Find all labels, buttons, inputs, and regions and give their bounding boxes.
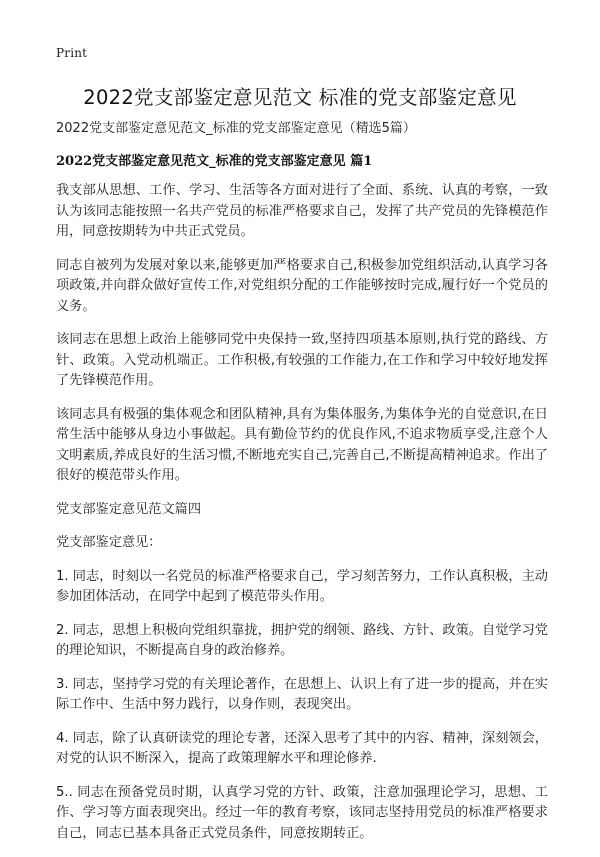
section-label: 党支部鉴定意见范文篇四 bbox=[56, 501, 202, 517]
print-label: Print bbox=[56, 46, 88, 60]
section-heading: 2022党支部鉴定意见范文_标准的党支部鉴定意见 篇1 bbox=[56, 154, 373, 169]
document-subtitle: 2022党支部鉴定意见范文_标准的党支部鉴定意见（精选5篇） bbox=[56, 121, 416, 136]
opinion-label: 党支部鉴定意见： bbox=[56, 535, 162, 550]
list-item: 1. 同志，时刻以一名党员的标准严格要求自己，学习刻苦努力，工作认真积极，主动参加团体活动，在同学中起到了模范带头作用。 bbox=[56, 568, 548, 604]
list-item: 3. 同志，坚持学习党的有关理论著作，在思想上、认识上有了进一步的提高，并在实际工作中、生活中努力践行，以身作则，表现突出。 bbox=[56, 676, 548, 712]
list-item: 2. 同志，思想上积极向党组织靠拢，拥护党的纲领、路线、方针、政策。自觉学习党的理论知识，不断提高自身的政治修养。 bbox=[56, 622, 548, 658]
paragraph: 该同志具有极强的集体观念和团队精神,具有为集体服务,为集体争光的自觉意识,在日常生活中能够从身边小事做起。具有勤俭节约的优良作风,不追求物质享受,注意个人文明素质,养成良好的生活习惯,不断地充实自己,完善自己,不断提高精神追求。作出了很好的模范带头作用。 bbox=[56, 406, 548, 483]
document-title: 2022党支部鉴定意见范文 标准的党支部鉴定意见 bbox=[83, 86, 517, 109]
paragraph: 同志自被列为发展对象以来,能够更加严格要求自己,积极参加党组织活动,认真学习各项政策,并向群众做好宣传工作,对党组织分配的工作能够按时完成,履行好一个党员的义务。 bbox=[56, 257, 548, 314]
list-item: 5.. 同志在预备党员时期，认真学习党的方针、政策，注意加强理论学习，思想、工作、学习等方面表现突出。经过一年的教育考察，该同志坚持用党员的标准严格要求自己，同志已基本具备正式党员条件，同意按期转正。 bbox=[56, 784, 548, 841]
paragraph: 该同志在思想上政治上能够同党中央保持一致,坚持四项基本原则,执行党的路线、方针、政策。入党动机端正。工作积极,有较强的工作能力,在工作和学习中较好地发挥了先锋模范作用。 bbox=[56, 332, 548, 388]
paragraph: 我支部从思想、工作、学习、生活等各方面对进行了全面、系统、认真的考察，一致认为该同志能按照一名共产党员的标准严格要求自己，发挥了共产党员的先锋模范作用，同意按期转为中共正式党员。 bbox=[56, 183, 548, 239]
document-content bbox=[56, 120, 548, 857]
list-item: 4. 同志，除了认真研读党的理论专著，还深入思考了其中的内容、精神，深刻领会，对党的认识不断深入，提高了政策理解水平和理论修养. bbox=[56, 730, 548, 766]
